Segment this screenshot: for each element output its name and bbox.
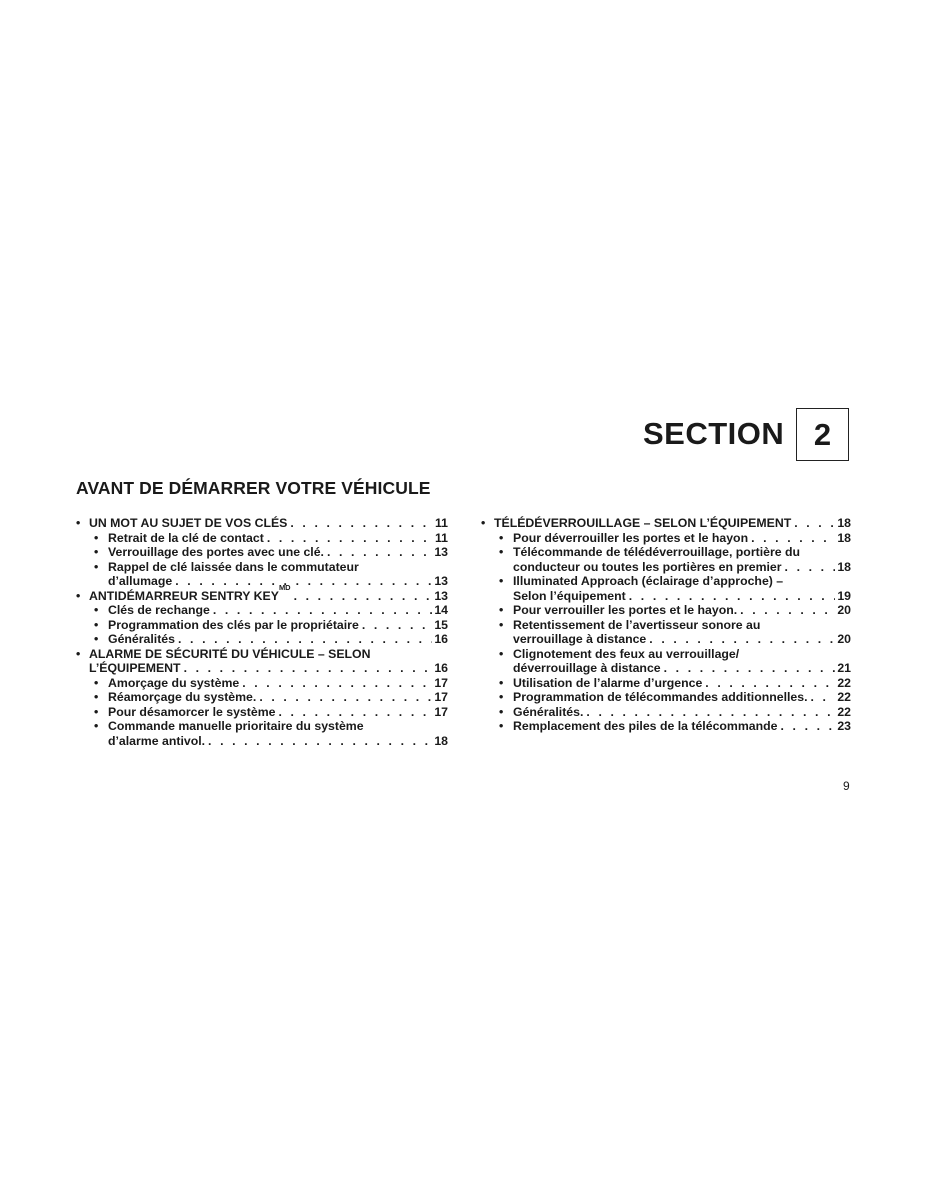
dot-leader bbox=[782, 560, 836, 575]
bullet-icon: • bbox=[94, 690, 99, 704]
bullet-icon: • bbox=[499, 690, 504, 704]
trademark-superscript: MD bbox=[278, 582, 291, 592]
toc-entry[interactable] bbox=[481, 531, 851, 546]
toc-entry-title: ALARME DE SÉCURITÉ DU VÉHICULE – SELON bbox=[89, 646, 371, 661]
toc-entry-title: L’ÉQUIPEMENT bbox=[89, 661, 181, 675]
toc-entry[interactable] bbox=[481, 647, 851, 676]
toc-entry-title: Clés de rechange bbox=[108, 603, 210, 617]
toc-entry-title: verrouillage à distance bbox=[513, 632, 647, 646]
dot-leader bbox=[287, 516, 433, 531]
page-number: 9 bbox=[843, 779, 850, 793]
toc-entry-title: Commande manuelle prioritaire du système bbox=[108, 719, 364, 733]
toc-entry[interactable] bbox=[481, 545, 851, 574]
toc-entry[interactable] bbox=[481, 574, 851, 603]
toc-page-number: 11 bbox=[435, 516, 448, 530]
toc-page-number: 16 bbox=[434, 661, 448, 675]
dot-leader bbox=[239, 676, 432, 691]
toc-entry-title: Rappel de clé laissée dans le commutateur bbox=[108, 559, 359, 574]
toc-entry[interactable] bbox=[76, 582, 448, 604]
dot-leader bbox=[175, 632, 432, 647]
toc-page-number: 17 bbox=[434, 675, 448, 690]
dot-leader bbox=[264, 531, 433, 546]
toc-entry-title: déverrouillage à distance bbox=[513, 661, 661, 675]
toc-page-number: 17 bbox=[434, 690, 448, 704]
toc-entry-title: Clignotement des feux au verrouillage/ bbox=[513, 646, 740, 661]
toc-entry-title: Programmation de télécommandes additionnelles. bbox=[513, 690, 808, 704]
toc-entry[interactable] bbox=[76, 647, 448, 676]
toc-entry-title: Pour verrouiller les portes et le hayon. bbox=[513, 603, 738, 617]
toc-entry[interactable] bbox=[76, 719, 448, 748]
dot-leader bbox=[256, 690, 432, 705]
dot-leader bbox=[291, 589, 433, 604]
bullet-icon: • bbox=[499, 675, 504, 690]
bullet-icon: • bbox=[481, 516, 486, 530]
toc-entry-title: d’allumage bbox=[108, 574, 173, 588]
toc-page-number: 11 bbox=[435, 530, 448, 545]
toc-page-number: 22 bbox=[837, 675, 851, 690]
toc-entry-title: ANTIDÉMARREUR SENTRY KEY bbox=[89, 588, 279, 603]
toc-entry-title: Généralités. bbox=[513, 704, 584, 719]
toc-entry-title: Pour déverrouiller les portes et le hayon bbox=[513, 530, 749, 545]
toc-page-number: 18 bbox=[837, 559, 851, 574]
toc-entry-title: Réamorçage du système. bbox=[108, 690, 257, 704]
toc-entry[interactable] bbox=[76, 603, 448, 618]
dot-leader bbox=[275, 705, 432, 720]
toc-entry[interactable] bbox=[76, 516, 448, 531]
toc-entry[interactable] bbox=[481, 705, 851, 720]
bullet-icon: • bbox=[499, 646, 504, 661]
toc-page-number: 20 bbox=[837, 603, 851, 617]
toc-entry[interactable] bbox=[76, 618, 448, 633]
toc-left-column bbox=[76, 516, 448, 748]
toc-page-number: 18 bbox=[837, 530, 851, 545]
toc-entry[interactable] bbox=[481, 603, 851, 618]
bullet-icon: • bbox=[94, 545, 99, 559]
bullet-icon: • bbox=[94, 530, 99, 545]
toc-page-number: 18 bbox=[434, 733, 448, 748]
toc-page-number: 14 bbox=[434, 603, 448, 617]
toc-entry-title: Amorçage du système bbox=[108, 675, 240, 690]
toc-page-number: 22 bbox=[837, 690, 851, 704]
bullet-icon: • bbox=[499, 603, 504, 617]
toc-right-column bbox=[481, 516, 851, 734]
bullet-icon: • bbox=[76, 516, 81, 530]
toc-entry[interactable] bbox=[76, 531, 448, 546]
toc-entry-title: Illuminated Approach (éclairage d’approche) – bbox=[513, 574, 784, 588]
dot-leader bbox=[626, 589, 836, 604]
toc-entry[interactable] bbox=[76, 560, 448, 589]
toc-entry-title: Télécommande de télédéverrouillage, portière du bbox=[513, 545, 801, 559]
toc-entry[interactable] bbox=[481, 690, 851, 705]
dot-leader bbox=[748, 531, 835, 546]
toc-entry[interactable] bbox=[481, 719, 851, 734]
bullet-icon: • bbox=[94, 559, 99, 574]
toc-entry[interactable] bbox=[481, 618, 851, 647]
dot-leader bbox=[359, 618, 433, 633]
section-number-box: 2 bbox=[796, 408, 849, 461]
bullet-icon: • bbox=[94, 704, 99, 719]
bullet-icon: • bbox=[94, 603, 99, 617]
toc-entry[interactable] bbox=[76, 690, 448, 705]
toc-entry-title: Verrouillage des portes avec une clé. bbox=[108, 545, 324, 559]
toc-entry-title: Selon l’équipement bbox=[513, 588, 626, 603]
section-label: SECTION bbox=[643, 416, 785, 451]
dot-leader bbox=[737, 603, 835, 618]
toc-entry-title: Retrait de la clé de contact bbox=[108, 530, 264, 545]
toc-entry[interactable] bbox=[481, 676, 851, 691]
dot-leader bbox=[808, 690, 836, 705]
dot-leader bbox=[205, 734, 432, 749]
toc-entry-title: Retentissement de l’avertisseur sonore au bbox=[513, 617, 761, 632]
toc-entry[interactable] bbox=[481, 516, 851, 531]
toc-page-number: 13 bbox=[434, 545, 448, 559]
toc-page-number: 13 bbox=[434, 588, 448, 603]
toc-entry-title: d’alarme antivol. bbox=[108, 733, 206, 748]
toc-page-number: 13 bbox=[434, 574, 448, 588]
toc-entry[interactable] bbox=[76, 545, 448, 560]
toc-entry[interactable] bbox=[76, 676, 448, 691]
toc-page-number: 18 bbox=[837, 516, 851, 530]
toc-entry-title: Utilisation de l’alarme d’urgence bbox=[513, 675, 703, 690]
dot-leader bbox=[646, 632, 835, 647]
toc-entry-title: UN MOT AU SUJET DE VOS CLÉS bbox=[89, 516, 288, 530]
bullet-icon: • bbox=[499, 704, 504, 719]
bullet-icon: • bbox=[76, 646, 81, 661]
toc-page-number: 21 bbox=[837, 661, 851, 675]
dot-leader bbox=[661, 661, 836, 676]
bullet-icon: • bbox=[499, 719, 504, 733]
toc-page-number: 20 bbox=[837, 632, 851, 646]
toc-entry-title: Généralités bbox=[108, 632, 175, 646]
dot-leader bbox=[324, 545, 432, 560]
dot-leader bbox=[172, 574, 432, 589]
bullet-icon: • bbox=[76, 588, 81, 603]
toc-entry-title: Remplacement des piles de la télécommande bbox=[513, 719, 778, 733]
bullet-icon: • bbox=[94, 675, 99, 690]
toc-entry[interactable] bbox=[76, 632, 448, 647]
toc-page-number: 22 bbox=[837, 704, 851, 719]
bullet-icon: • bbox=[94, 632, 99, 646]
toc-page-number: 17 bbox=[434, 704, 448, 719]
toc-entry-title: TÉLÉDÉVERROUILLAGE – SELON L’ÉQUIPEMENT bbox=[494, 516, 792, 530]
bullet-icon: • bbox=[94, 719, 99, 733]
bullet-icon: • bbox=[94, 617, 99, 632]
toc-entry[interactable] bbox=[76, 705, 448, 720]
bullet-icon: • bbox=[499, 545, 504, 559]
chapter-title: AVANT DE DÉMARRER VOTRE VÉHICULE bbox=[76, 478, 431, 498]
dot-leader bbox=[210, 603, 432, 618]
bullet-icon: • bbox=[499, 574, 504, 588]
dot-leader bbox=[583, 705, 835, 720]
toc-page-number: 23 bbox=[837, 719, 851, 733]
dot-leader bbox=[791, 516, 835, 531]
toc-entry-title: Pour désamorcer le système bbox=[108, 704, 276, 719]
dot-leader bbox=[181, 661, 433, 676]
toc-page-number: 15 bbox=[434, 617, 448, 632]
toc-page-number: 19 bbox=[837, 588, 851, 603]
dot-leader bbox=[702, 676, 835, 691]
toc-entry-title: Programmation des clés par le propriétaire bbox=[108, 617, 359, 632]
bullet-icon: • bbox=[499, 530, 504, 545]
toc-page-number: 16 bbox=[434, 632, 448, 646]
dot-leader bbox=[778, 719, 836, 734]
bullet-icon: • bbox=[499, 617, 504, 632]
toc-entry-title: conducteur ou toutes les portières en premier bbox=[513, 559, 782, 574]
